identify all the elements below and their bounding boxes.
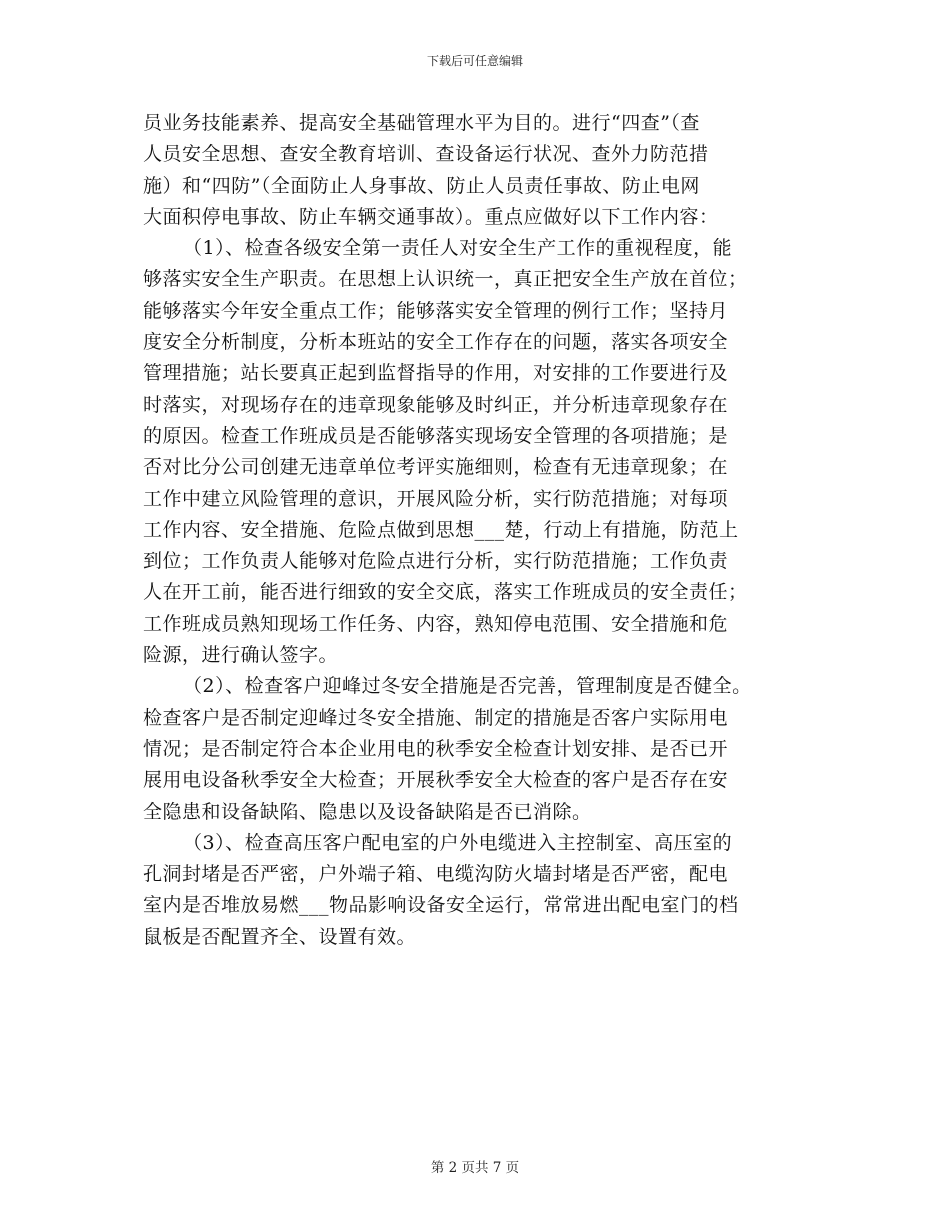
text-line: 管理措施；站长要真正起到监督指导的作用，对安排的工作要进行及 xyxy=(143,362,729,385)
text-line: 能够落实今年安全重点工作；能够落实安全管理的例行工作；坚持月 xyxy=(143,299,729,322)
text-line: 人员安全思想、查安全教育培训、查设备运行状况、查外力防范措 xyxy=(143,143,709,166)
page-footer: 第 2 页共 7 页 xyxy=(430,1160,520,1176)
text-line: 室内是否堆放易燃___物品影响设备安全运行，常常进出配电室门的档 xyxy=(143,894,739,917)
text-line: 险源，进行确认签字。 xyxy=(143,644,339,667)
page-header: 下载后可任意编辑 xyxy=(426,54,523,68)
text-line: 工作内容、安全措施、危险点做到思想___楚，行动上有措施，防范上 xyxy=(143,518,739,541)
text-line: 时落实，对现场存在的违章现象能够及时纠正，并分析违章现象存在 xyxy=(143,393,729,416)
text-line: （3）、检查高压客户配电室的户外电缆进入主控制室、高压室的 xyxy=(183,831,733,854)
text-line: 度安全分析制度，分析本班站的安全工作存在的问题，落实各项安全 xyxy=(143,331,729,354)
text-line: 检查客户是否制定迎峰过冬安全措施、制定的措施是否客户实际用电 xyxy=(143,706,729,729)
text-line: 孔洞封堵是否严密，户外端子箱、电缆沟防火墙封堵是否严密，配电 xyxy=(143,863,729,886)
text-line: 员业务技能素养、提高安全基础管理水平为目的。进行“四查”（查 xyxy=(143,112,700,134)
text-line: 工作班成员熟知现场工作任务、内容，熟知停电范围、安全措施和危 xyxy=(143,612,729,635)
document-body xyxy=(143,108,833,953)
text-line: 工作中建立风险管理的意识，开展风险分析，实行防范措施；对每项 xyxy=(143,487,729,510)
text-line: 全隐患和设备缺陷、隐患以及设备缺陷是否已消除。 xyxy=(143,800,592,823)
text-line: 否对比分公司创建无违章单位考评实施细则，检查有无违章现象；在 xyxy=(143,456,729,479)
text-line: 人在开工前，能否进行细致的安全交底，落实工作班成员的安全责任； xyxy=(143,581,748,604)
text-line: （1）、检查各级安全第一责任人对安全生产工作的重视程度，能 xyxy=(183,237,733,260)
text-line: 施）和“四防”（全面防止人身事故、防止人员责任事故、防止电网 xyxy=(143,174,700,197)
text-line: 到位；工作负责人能够对危险点进行分析，实行防范措施；工作负责 xyxy=(143,550,729,573)
text-line: 够落实安全生产职责。在思想上认识统一，真正把安全生产放在首位； xyxy=(143,268,748,291)
text-line: （2）、检查客户迎峰过冬安全措施是否完善，管理制度是否健全。 xyxy=(183,675,752,698)
text-line: 展用电设备秋季安全大检查；开展秋季安全大检查的客户是否存在安 xyxy=(143,769,729,792)
text-line: 大面积停电事故、防止车辆交通事故）。重点应做好以下工作内容： xyxy=(143,205,719,228)
text-line: 情况；是否制定符合本企业用电的秋季安全检查计划安排、是否已开 xyxy=(143,737,729,760)
text-line: 鼠板是否配置齐全、设置有效。 xyxy=(143,925,417,948)
text-line: 的原因。检查工作班成员是否能够落实现场安全管理的各项措施；是 xyxy=(143,424,729,447)
